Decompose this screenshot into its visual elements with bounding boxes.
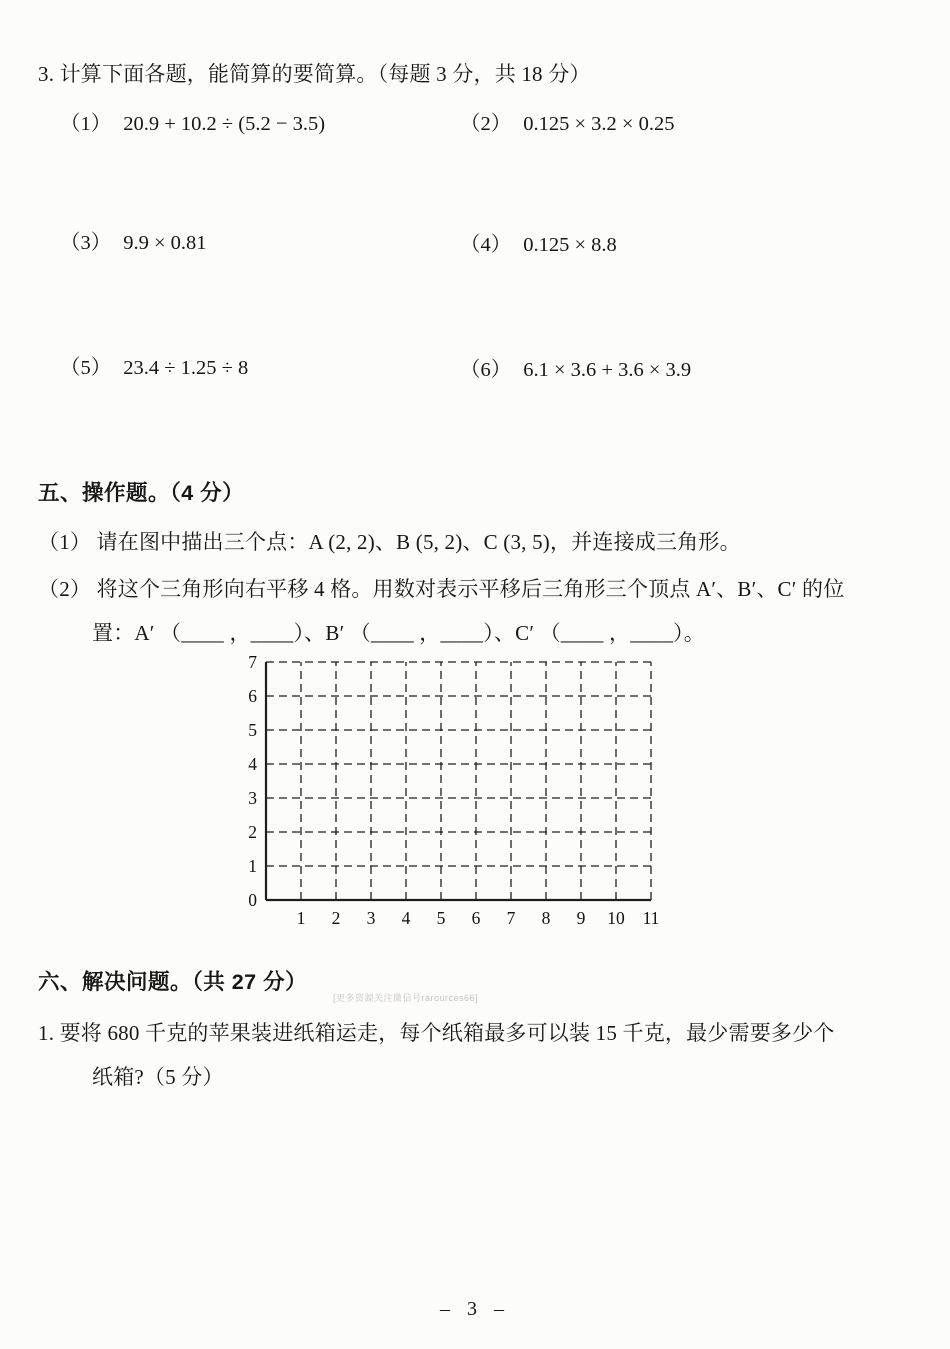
calc-item-4-label: （4） [460, 234, 512, 256]
axis-tick-label: 3 [366, 908, 376, 928]
axis-tick-label: 2 [248, 822, 257, 842]
calc-item-5-label: （5） [60, 357, 112, 379]
section-5-item-2-line-2: 置：A′ （____ ，____）、B′ （____ ，____）、C′ （____ ，____）。 [92, 621, 705, 645]
calc-item-6-expression: 6.1 × 3.6 + 3.6 × 3.9 [523, 359, 692, 381]
axis-tick-label: 4 [401, 908, 411, 928]
calc-item-3-label: （3） [60, 232, 112, 254]
axis-tick-label: 4 [248, 754, 257, 774]
section-5-item-1: （1） 请在图中描出三个点：A (2, 2)、B (5, 2)、C (3, 5)，并连接成三角形。 [38, 530, 741, 554]
axis-tick-label: 10 [607, 908, 625, 928]
axis-tick-label: 1 [248, 856, 257, 876]
section-5-item-2-line-1: （2） 将这个三角形向右平移 4 格。用数对表示平移后三角形三个顶点 A′、B′、C′ 的位 [38, 577, 845, 601]
calc-item-2-expression: 0.125 × 3.2 × 0.25 [523, 113, 675, 135]
question-3-title: 3. 计算下面各题，能简算的要简算。（每题 3 分，共 18 分） [38, 62, 591, 86]
axis-tick-label: 7 [248, 652, 257, 672]
calc-item-3-expression: 9.9 × 0.81 [123, 232, 207, 254]
calc-item-5 [60, 350, 248, 380]
axis-tick-label: 9 [576, 908, 586, 928]
calc-item-6-label: （6） [460, 359, 512, 381]
calc-item-3 [60, 225, 207, 255]
axis-tick-label: 3 [248, 788, 257, 808]
axis-tick-label: 5 [436, 908, 446, 928]
axis-tick-label: 8 [541, 908, 551, 928]
calc-item-5-expression: 23.4 ÷ 1.25 ÷ 8 [123, 357, 249, 379]
section-6-q1-line-2: 纸箱?（5 分） [92, 1065, 224, 1089]
section-5-title: 五、操作题。（4 分） [38, 481, 245, 505]
calc-item-6 [460, 352, 691, 382]
calc-item-1-expression: 20.9 + 10.2 ÷ (5.2 − 3.5) [123, 113, 326, 135]
calc-item-4 [460, 227, 617, 257]
axis-tick-label: 2 [331, 908, 341, 928]
axis-tick-label: 7 [506, 908, 516, 928]
section-6-title: 六、解决问题。（共 27 分） [38, 970, 308, 994]
calc-item-2 [460, 106, 675, 136]
axis-tick-label: 1 [296, 908, 306, 928]
axis-tick-label: 0 [248, 890, 257, 910]
axis-tick-label: 6 [248, 686, 257, 706]
page-number: – 3 – [440, 1298, 510, 1320]
axis-tick-label: 6 [471, 908, 481, 928]
calc-item-1-label: （1） [60, 113, 112, 135]
calc-item-1 [60, 106, 325, 136]
calc-item-4-expression: 0.125 × 8.8 [523, 234, 617, 256]
watermark-text: [更多资源关注微信号rarources66] [333, 993, 479, 1003]
calc-item-2-label: （2） [460, 113, 512, 135]
axis-tick-label: 5 [248, 720, 257, 740]
axis-tick-label: 11 [642, 908, 660, 928]
coordinate-grid-figure [232, 652, 668, 939]
coordinate-grid [232, 652, 668, 934]
section-6-q1-line-1: 1. 要将 680 千克的苹果装进纸箱运走，每个纸箱最多可以装 15 千克，最少需要多少个 [38, 1021, 835, 1045]
